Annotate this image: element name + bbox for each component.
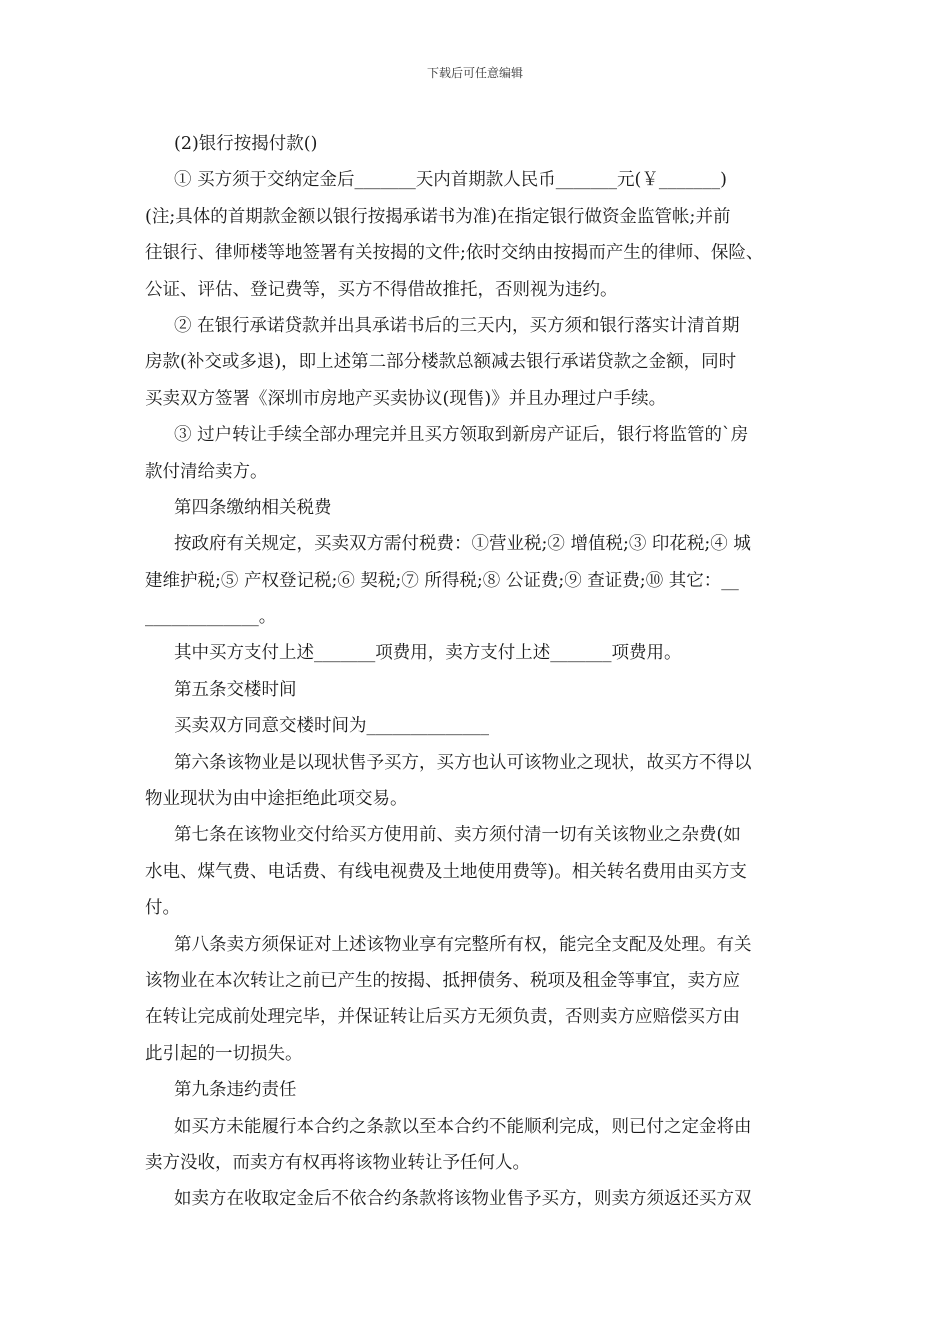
text-line: ③ 过户转让手续全部办理完并且买方领取到新房产证后，银行将监管的`房 bbox=[174, 425, 749, 446]
text-line: 往银行、律师楼等地签署有关按揭的文件;依时交纳由按揭而产生的律师、保险、 bbox=[145, 243, 764, 264]
text-line: 物业现状为由中途拒绝此项交易。 bbox=[145, 789, 408, 810]
text-line: ② 在银行承诺贷款并出具承诺书后的三天内，买方须和银行落实计清首期 bbox=[174, 315, 740, 336]
text-line: 第六条该物业是以现状售予买方，买方也认可该物业之现状，故买方不得以 bbox=[174, 752, 752, 773]
text-line: 买卖双方同意交楼时间为______________ bbox=[174, 716, 489, 737]
section-heading: 第九条违约责任 bbox=[174, 1080, 297, 1101]
text-line: ① 买方须于交纳定金后_______天内首期款人民币_______元(￥_______) bbox=[174, 170, 727, 191]
text-line: 房款(补交或多退)，即上述第二部分楼款总额减去银行承诺贷款之金额，同时 bbox=[145, 352, 737, 373]
text-line: 买卖双方签署《深圳市房地产买卖协议(现售)》并且办理过户手续。 bbox=[145, 388, 667, 409]
section-heading: 第五条交楼时间 bbox=[174, 679, 297, 700]
page-header: 下载后可任意编辑 bbox=[426, 66, 523, 80]
text-line: 如卖方在收取定金后不依合约条款将该物业售予买方，则卖方须返还买方双 bbox=[174, 1189, 752, 1210]
text-line: 按政府有关规定，买卖双方需付税费：①营业税;② 增值税;③ 印花税;④ 城 bbox=[174, 534, 751, 555]
text-line: 卖方没收，而卖方有权再将该物业转让予任何人。 bbox=[145, 1152, 530, 1173]
text-line: 其中买方支付上述_______项费用，卖方支付上述_______项费用。 bbox=[174, 643, 682, 664]
section-heading: 第四条缴纳相关税费 bbox=[174, 497, 332, 518]
text-line: 在转让完成前处理完毕，并保证转让后买方无须负责，否则卖方应赔偿买方由 bbox=[145, 1007, 740, 1028]
text-line: 付。 bbox=[145, 898, 180, 919]
text-line: 如买方未能履行本合约之条款以至本合约不能顺利完成，则已付之定金将由 bbox=[174, 1116, 752, 1137]
text-line: (注;具体的首期款金额以银行按揭承诺书为准)在指定银行做资金监管帐;并前 bbox=[145, 206, 731, 227]
document-body bbox=[145, 126, 810, 1218]
text-line: 建维护税;⑤ 产权登记税;⑥ 契税;⑦ 所得税;⑧ 公证费;⑨ 查证费;⑩ 其它：__ bbox=[145, 570, 739, 591]
text-line: 第八条卖方须保证对上述该物业享有完整所有权，能完全支配及处理。有关 bbox=[174, 934, 752, 955]
text-line: (2)银行按揭付款() bbox=[174, 134, 318, 154]
text-line: 款付清给卖方。 bbox=[145, 461, 268, 482]
text-line: 该物业在本次转让之前已产生的按揭、抵押债务、税项及租金等事宜，卖方应 bbox=[145, 970, 740, 991]
text-line: 此引起的一切损失。 bbox=[145, 1043, 303, 1064]
text-line: 水电、煤气费、电话费、有线电视费及土地使用费等)。相关转名费用由买方支 bbox=[145, 861, 747, 882]
text-line: 公证、评估、登记费等，买方不得借故推托，否则视为违约。 bbox=[145, 279, 618, 300]
text-line: 第七条在该物业交付给买方使用前、卖方须付清一切有关该物业之杂费(如 bbox=[174, 825, 741, 846]
text-line: _____________。 bbox=[145, 607, 277, 628]
